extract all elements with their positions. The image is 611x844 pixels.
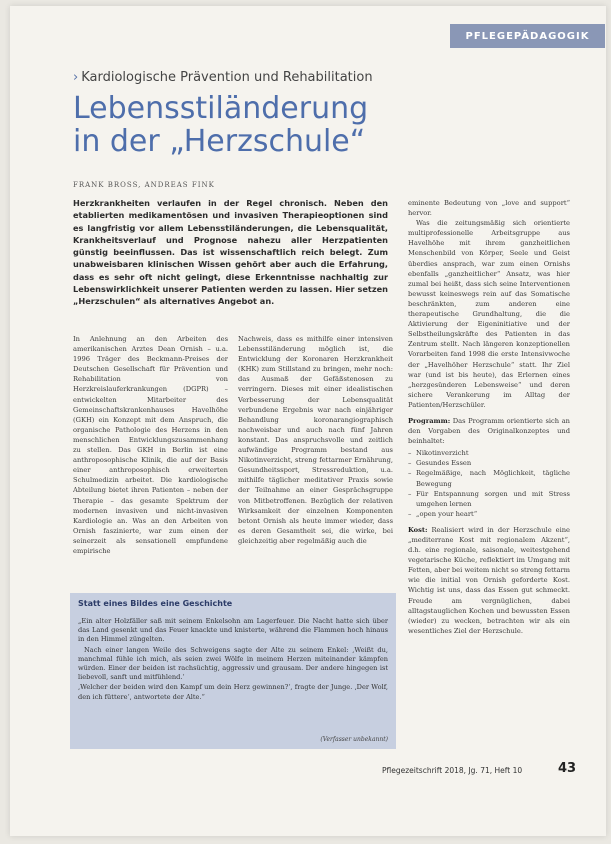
- body-column-1: [73, 334, 228, 592]
- body-column-2: [238, 334, 393, 592]
- kost-heading: Kost:: [408, 525, 428, 534]
- story-box: [70, 593, 396, 749]
- story-source: (Verfasser unbekannt): [320, 736, 388, 743]
- article-title: [73, 92, 368, 158]
- story-box-text: [78, 617, 388, 703]
- list-item: – Für Entspannung sorgen und mit Stress umgehen lernen: [408, 489, 570, 509]
- body-paragraph: Nachweis, dass es mithilfe einer intensiven Lebensstiländerung möglich ist, die Entwicklung der Koronaren Herzkrankheit (KHK) zum Stillstand zu bringen, mehr noch: das Ausmaß der Gefäßstenosen zu verringern. Dieses mit einer idealistischen Verbesserung der Lebensqualität verbundene Ergebnis war nach einjähriger Behandlung koronarangiographisch nachweisbar und auch nach fünf Jahren konstant. Das anspruchsvolle und zeitlich aufwändige Programm bestand aus Nikotinverzicht, streng fettarmer Ernährung, Gesundheitssport, Stressreduktion, u.a. mithilfe täglicher meditativer Praxis sowie der Teilnahme an einer Gesprächsgruppe von Mitbetroffenen. Bezüglich der relativen Wirksamkeit der einzelnen Komponenten betont Ornish als heute immer wieder, dass es deren Gesamtheit sei, die wirke, bei gleichzeitig aber regelmäßig auch die: [238, 335, 393, 545]
- body-paragraph: eminente Bedeutung von „love and support“ hervor.: [408, 199, 570, 218]
- program-paragraph: [408, 416, 570, 446]
- journal-footer: Pflegezeitschrift 2018, Jg. 71, Heft 10: [382, 766, 523, 775]
- article-lead: Herzkrankheiten verlaufen in der Regel chronisch. Neben den etablierten medikamentösen und invasiven Therapieoptionen sind es langfristig vor allem Lebensstiländerungen, die Lebensqualität, Krankheitsverlauf und Prognose nahezu aller Herzpatienten günstig beeinflussen. Das ist wissenschaftlich reich belegt. Zum unabweisbaren klinischen Wissen gehört aber auch die Erfahrung, dass es sehr oft nicht gelingt, diese Erkenntnisse nachhaltig zur Lebenswirklichkeit unserer Patienten werden zu lassen. Hier setzen „Herzschulen“ als alternatives Angebot an.: [73, 198, 388, 307]
- story-paragraph: ‚Welcher der beiden wird den Kampf um dein Herz gewinnen?‘, fragte der Junge. ‚Der Wolf, den ich füttere‘, antwortete der Alte.“: [78, 683, 388, 701]
- title-line-1: Lebensstiländerung: [73, 91, 369, 126]
- section-tab: [450, 24, 605, 48]
- story-paragraph: „Ein alter Holzfäller saß mit seinem Enkelsohn am Lagerfeuer. Die Nacht hatte sich über das Land gesenkt und das Feuer knackte und knisterte, während die Flammen hoch hinaus in den Himmel züngelten.: [78, 617, 388, 644]
- section-label: PFLEGEPÄDAGOGIK: [465, 30, 590, 42]
- program-text: Das Programm orientierte sich an den Vorgaben des Originalkonzeptes und beinhaltet:: [408, 416, 570, 446]
- list-item: – „open your heart“: [408, 509, 570, 519]
- program-heading: Programm:: [408, 416, 451, 425]
- kicker-text: Kardiologische Prävention und Rehabilitation: [81, 70, 373, 85]
- body-paragraph: Was die zeitungsmäßig sich orientierte multiprofessionelle Arbeitsgruppe aus Havelhöhe mit ihrem ganzheitlichen Menschenbild von Körper, Seele und Geist überdies ansprach, war zum einen Ornishs ebenfalls „ganzheitlicher“ Ansatz, was hier zumal bei heißt, dass sich seine Interventionen bewusst keineswegs rein auf das Somatische beschränkten, zum anderen eine therapeutische Grundhaltung, die die Aktivierung der Eigeninitiative und der Selbstheilungskräfte des Patienten in das Zentrum stellt. Nach längeren konzeptionellen Vorarbeiten fand 1998 die erste Intensivwoche der „Havelhöher Herzschule“ statt. Ihr Ziel war (und ist bis heute), das Erlernen eines „herzgesünderen Lebensweise“ und deren sichere Verankerung im Alltag der Patienten/Herzschüler.: [408, 219, 570, 409]
- program-list: [408, 448, 570, 519]
- list-item: – Regelmäßige, nach Möglichkeit, tägliche Bewegung: [408, 468, 570, 488]
- list-item: – Gesundes Essen: [408, 458, 570, 468]
- story-paragraph: Nach einer langen Weile des Schweigens sagte der Alte zu seinem Enkel: ,Weißt du, manchmal fühle ich mich, als seien zwei Wölfe in meinem Herzen miteinander kämpfen würden. Einer der beiden ist rachsüchtig, aggressiv und grausam. Der andere hingegen ist liebevoll, sanft und mitfühlend.‘: [78, 645, 388, 682]
- kost-text: Realisiert wird in der Herzschule eine „mediterrane Kost mit regionalem Akzent“, d.h. eine regionale, saisonale, weitestgehend vegetarische Küche, reflektiert im Umgang mit Fetten, aber bei weitem nicht so streng fettarm wie die initial von Ornish geforderte Kost. Wichtig ist uns, dass das Essen gut schmeckt. Freude am vergnüglichen, dabei alltagstauglichen Kochen und bewussten Essen (wieder) zu wecken, betrachten wir als ein wesentliches Ziel der Herzschule.: [408, 525, 570, 635]
- page-number: 43: [558, 761, 577, 776]
- body-column-3: [408, 198, 570, 798]
- article-kicker: [73, 70, 373, 85]
- journal-page: [10, 6, 606, 836]
- title-line-2: in der „Herzschule“: [73, 124, 366, 159]
- body-paragraph: In Anlehnung an den Arbeiten des amerikanischen Arztes Dean Ornish – u.a. 1996 Träger des Beckmann-Preises der Deutschen Gesellschaft für Prävention und Rehabilitation von Herzkreislauferkrankungen (DGPR) – entwickelten Mitarbeiter des Gemeinschaftskrankenhauses Havelhöhe (GKH) ein Konzept mit dem Anspruch, die organische Pathologie des Herzens in den menschlichen Entwicklungszusammenhang zu stellen. Das GKH in Berlin ist eine anthroposophische Klinik, die auf der Basis einer anthroposophisch erweiterten Schulmedizin arbeitet. Die kardiologische Abteilung bietet ihren Patienten – neben der Therapie – das gesamte Spektrum der modernen invasiven und nicht-invasiven Kardiologie an. Was an den Arbeiten von Ornish faszinierte, war zum einen der seinerzeit als sensationell empfundene empirische: [73, 335, 228, 555]
- kost-paragraph: [408, 525, 570, 636]
- list-item: – Nikotinverzicht: [408, 448, 570, 458]
- article-authors: FRANK BROSS, ANDREAS FINK: [73, 181, 215, 189]
- story-box-title: Statt eines Bildes eine Geschichte: [78, 599, 233, 608]
- chevron-right-icon: ›: [73, 70, 79, 85]
